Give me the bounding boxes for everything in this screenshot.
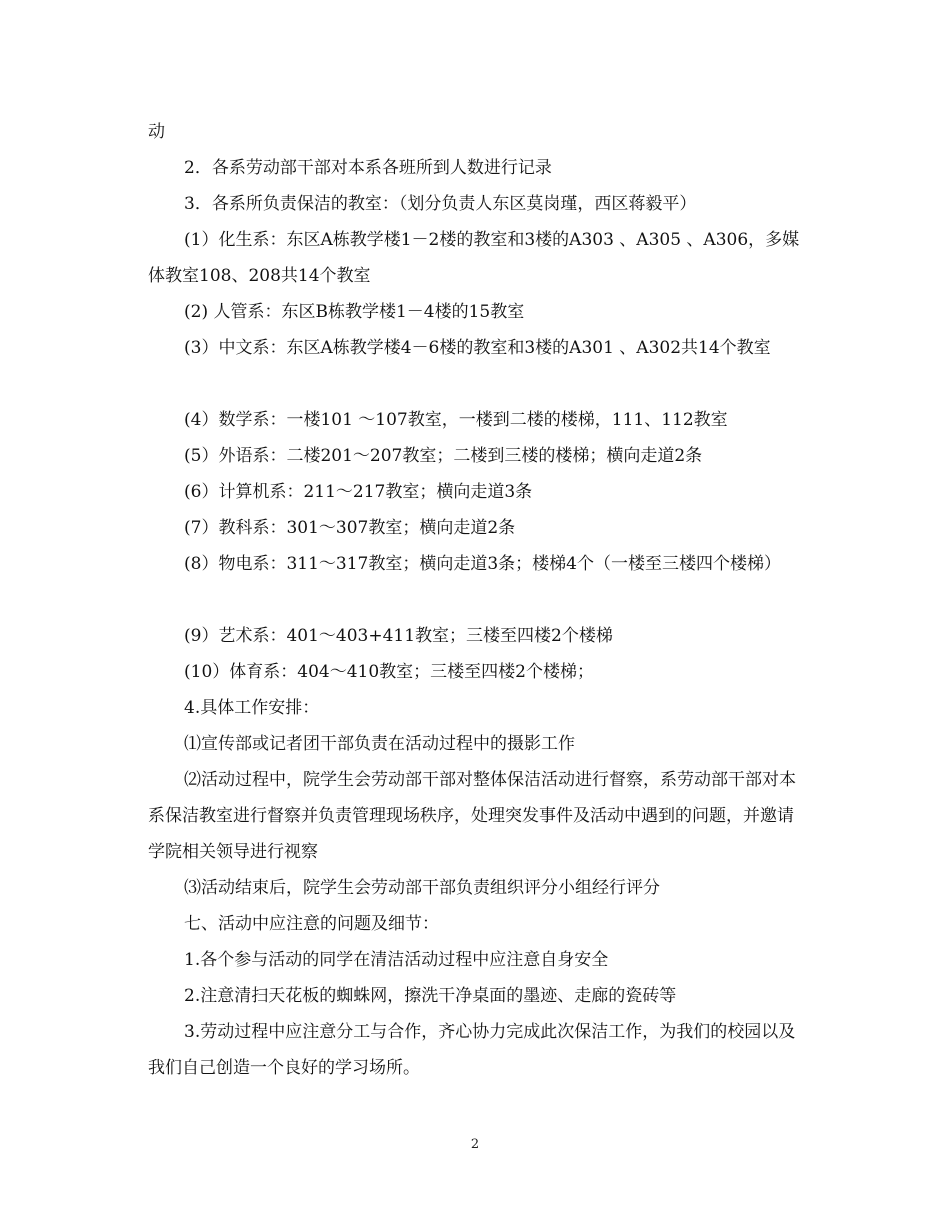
- paragraph-item-2: 2．各系劳动部干部对本系各班所到人数进行记录: [184, 158, 552, 178]
- paragraph-note-1: 1.各个参与活动的同学在清洁活动过程中应注意自身安全: [184, 950, 609, 970]
- paragraph-dept-7: (7）教科系：301～307教室；横向走道2条: [184, 518, 516, 538]
- page-number: 2: [470, 1137, 480, 1152]
- paragraph-dept-8: (8）物电系：311～317教室；横向走道3条；楼梯4个（一楼至三楼四个楼梯）: [184, 554, 781, 574]
- paragraph-task-1: ⑴宣传部或记者团干部负责在活动过程中的摄影工作: [184, 734, 575, 754]
- paragraph-dept-5: (5）外语系：二楼201～207教室；二楼到三楼的楼梯；横向走道2条: [184, 446, 703, 466]
- paragraph-dept-9: (9）艺术系：401～403+411教室；三楼至四楼2个楼梯: [184, 626, 613, 646]
- paragraph-item-3: 3．各系所负责保洁的教室：（划分负责人东区莫岗瑾，西区蒋毅平）: [184, 194, 697, 214]
- paragraph-note-2: 2.注意清扫天花板的蜘蛛网，擦洗干净桌面的墨迹、走廊的瓷砖等: [184, 986, 677, 1006]
- paragraph-dept-6: (6）计算机系：211～217教室；横向走道3条: [184, 482, 533, 502]
- paragraph-dept-10: (10）体育系：404～410教室；三楼至四楼2个楼梯；: [184, 662, 594, 682]
- paragraph-task-3: ⑶活动结束后，院学生会劳动部干部负责组织评分小组经行评分: [184, 878, 660, 898]
- paragraph-dept-2: (2) 人管系：东区B栋教学楼1－4楼的15教室: [184, 302, 525, 322]
- paragraph-note-3: 3.劳动过程中应注意分工与合作，齐心协力完成此次保洁工作，为我们的校园以及我们自己创造一个良好的学习场所。: [148, 1022, 796, 1078]
- paragraph-task-2: ⑵活动过程中，院学生会劳动部干部对整体保洁活动进行督察，系劳动部干部对本系保洁教室进行督察并负责管理现场秩序，处理突发事件及活动中遇到的问题，并邀请学院相关领导进行视察: [148, 770, 796, 862]
- section-heading-seven: 七、活动中应注意的问题及细节：: [184, 914, 439, 934]
- paragraph-dept-4: (4）数学系：一楼101 ～107教室，一楼到二楼的楼梯，111、112教室: [184, 410, 728, 430]
- paragraph-dept-1: (1）化生系：东区A栋教学楼1－2楼的教室和3楼的A303 、A305 、A306，多媒体教室108、208共14个教室: [148, 230, 800, 286]
- paragraph-dept-3: (3）中文系：东区A栋教学楼4－6楼的教室和3楼的A301 、A302共14个教室: [184, 338, 771, 358]
- paragraph-item-4-heading: 4.具体工作安排：: [184, 698, 320, 718]
- paragraph-continuation: 动: [148, 122, 165, 142]
